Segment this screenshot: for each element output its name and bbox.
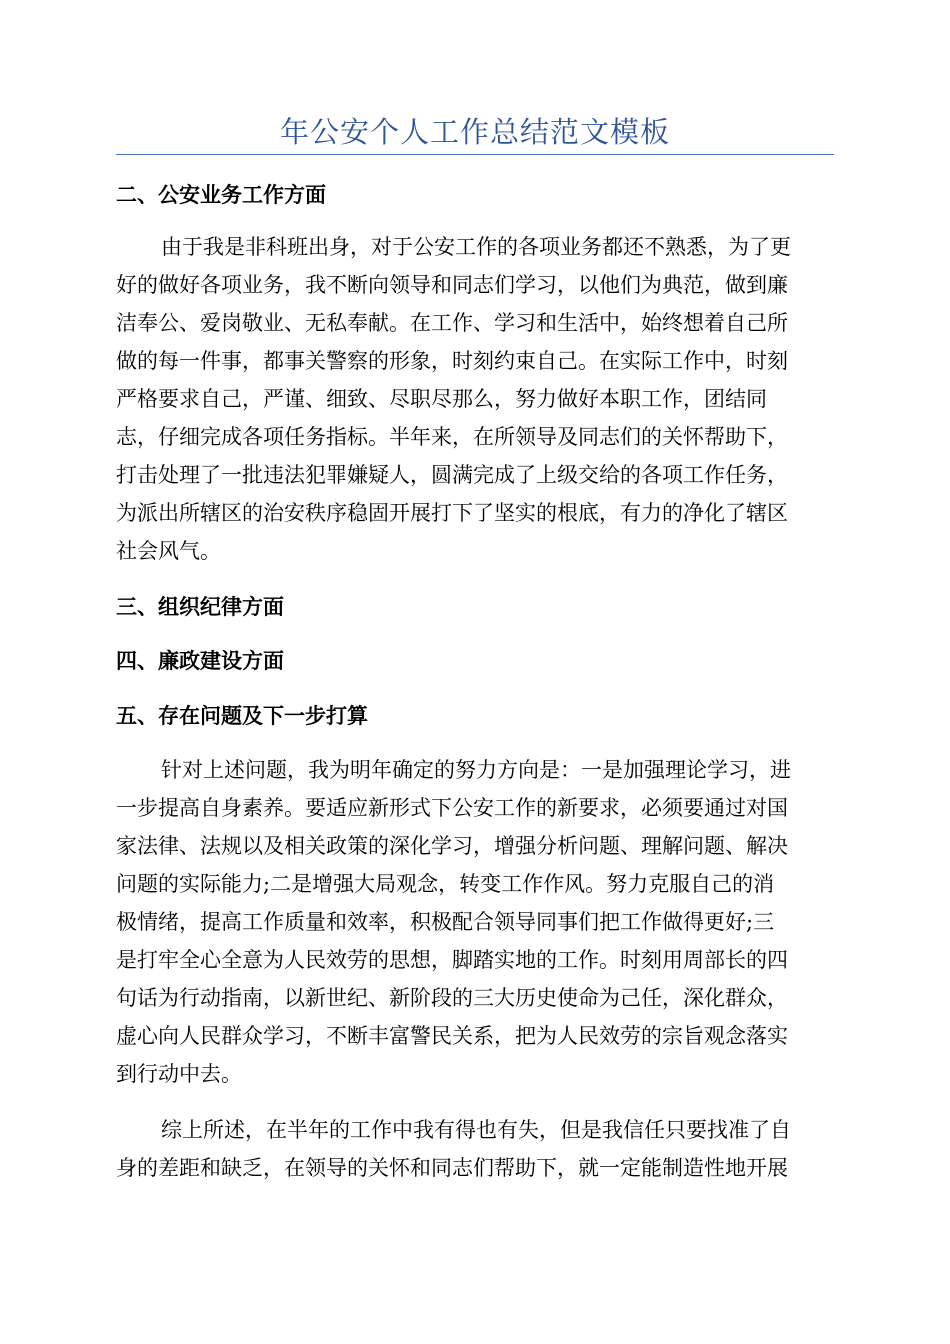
paragraph-line: 社会风气。 — [116, 539, 221, 563]
paragraph-line: 好的做好各项业务，我不断向领导和同志们学习，以他们为典范，做到廉 — [116, 273, 788, 297]
section-heading-integrity: 四、廉政建设方面 — [116, 648, 284, 673]
paragraph-line: 家法律、法规以及相关政策的深化学习，增强分析问题、理解问题、解决 — [116, 834, 788, 858]
section-heading-problems: 五、存在问题及下一步打算 — [116, 703, 368, 728]
paragraph-problems — [116, 751, 834, 1093]
paragraph-line: 打击处理了一批违法犯罪嫌疑人，圆满完成了上级交给的各项工作任务， — [116, 463, 788, 487]
paragraph-line: 身的差距和缺乏，在领导的关怀和同志们帮助下，就一定能制造性地开展 — [116, 1156, 788, 1180]
paragraph-line: 综上所述，在半年的工作中我有得也有失，但是我信任只要找准了自 — [161, 1118, 791, 1142]
paragraph-line: 洁奉公、爱岗敬业、无私奉献。在工作、学习和生活中，始终想着自己所 — [116, 311, 788, 335]
paragraph-line: 是打牢全心全意为人民效劳的思想，脚踏实地的工作。时刻用周部长的四 — [116, 948, 788, 972]
paragraph-line: 到行动中去。 — [116, 1062, 242, 1086]
paragraph-line: 极情绪，提高工作质量和效率，积极配合领导同事们把工作做得更好;三 — [116, 910, 775, 934]
paragraph-line: 一步提高自身素养。要适应新形式下公安工作的新要求，必须要通过对国 — [116, 796, 788, 820]
paragraph-line: 句话为行动指南，以新世纪、新阶段的三大历史使命为己任，深化群众， — [116, 986, 788, 1010]
title-underline — [116, 154, 834, 155]
section-heading-business: 二、公安业务工作方面 — [116, 182, 326, 207]
paragraph-business — [116, 228, 834, 570]
section-heading-discipline: 三、组织纪律方面 — [116, 594, 284, 619]
paragraph-line: 严格要求自己，严谨、细致、尽职尽那么，努力做好本职工作，团结同 — [116, 387, 767, 411]
paragraph-line: 问题的实际能力;二是增强大局观念，转变工作作风。努力克服自己的消 — [116, 872, 775, 896]
paragraph-line: 虚心向人民群众学习，不断丰富警民关系，把为人民效劳的宗旨观念落实 — [116, 1024, 788, 1048]
paragraph-closing — [116, 1111, 834, 1187]
paragraph-line: 由于我是非科班出身，对于公安工作的各项业务都还不熟悉，为了更 — [161, 235, 791, 259]
paragraph-line: 针对上述问题，我为明年确定的努力方向是：一是加强理论学习，进 — [161, 758, 791, 782]
paragraph-line: 为派出所辖区的治安秩序稳固开展打下了坚实的根底，有力的净化了辖区 — [116, 501, 788, 525]
paragraph-line: 志，仔细完成各项任务指标。半年来，在所领导及同志们的关怀帮助下， — [116, 425, 788, 449]
document-title: 年公安个人工作总结范文模板 — [279, 115, 670, 149]
paragraph-line: 做的每一件事，都事关警察的形象，时刻约束自己。在实际工作中，时刻 — [116, 349, 788, 373]
